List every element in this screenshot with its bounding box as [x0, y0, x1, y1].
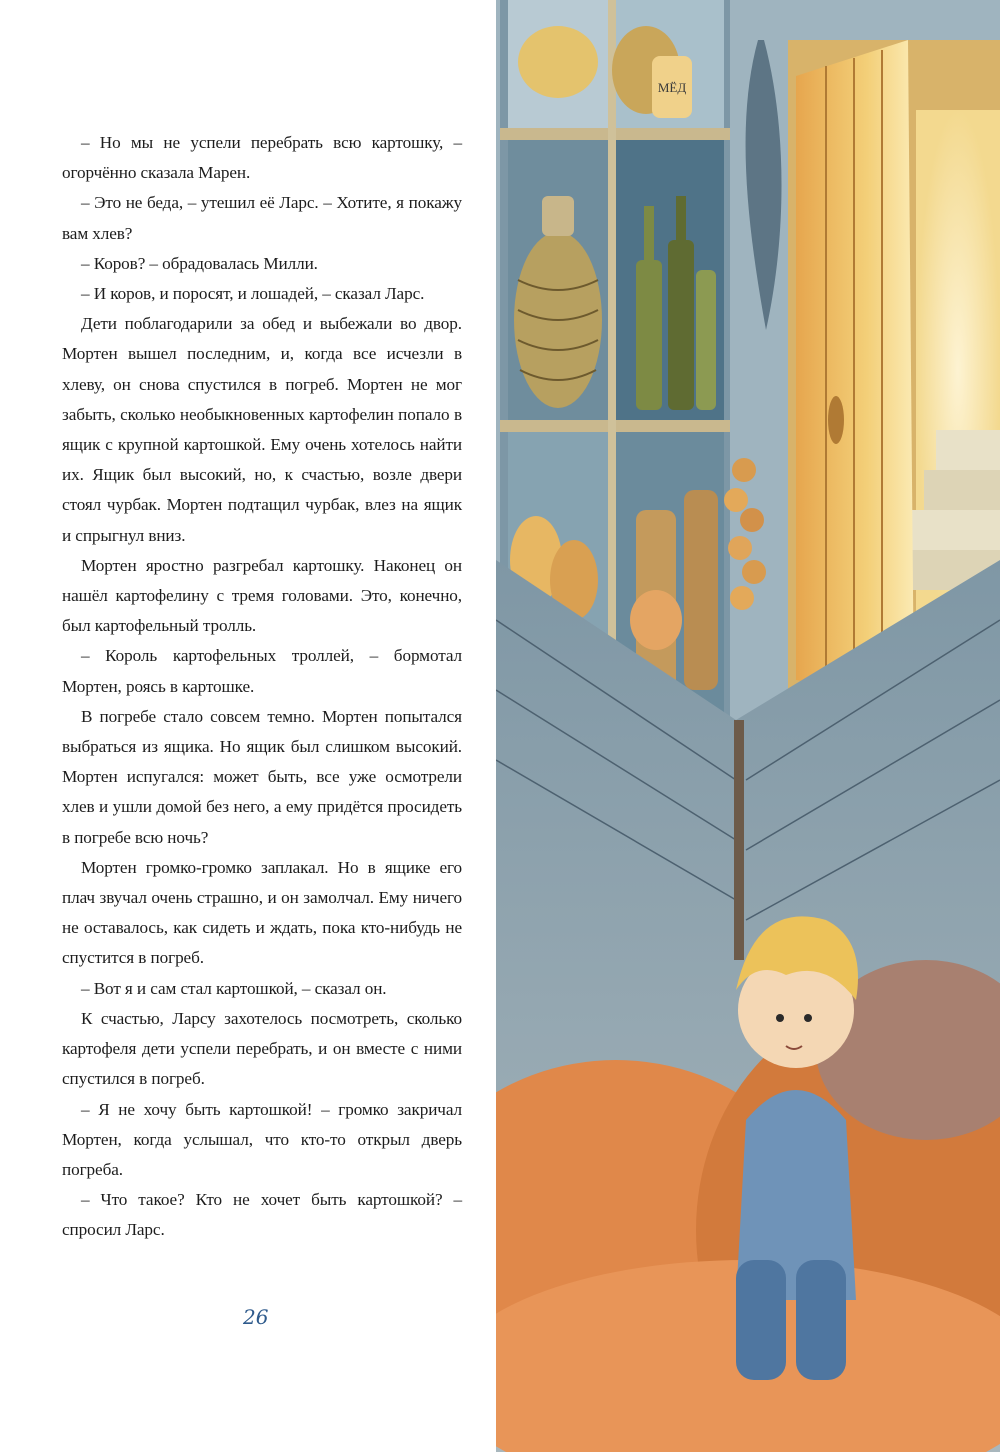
paragraph: – Это не беда, – утешил её Ларс. – Хотите, я покажу вам хлев? — [62, 193, 462, 243]
paragraph: – Но мы не успели перебрать всю картошку, – огорчённо сказала Марен. — [62, 133, 462, 183]
paragraph: В погребе стало совсем темно. Мортен попытался выбраться из ящика. Но ящик был слишком высокий. Мортен испугался: может быть, все уже осмотрели хлев и ушли домой без него, а ему придётся просидеть в погребе всю ночь? — [62, 706, 462, 847]
story-text — [62, 128, 462, 1246]
paragraph: – Коров? – обрадовалась Милли. — [81, 253, 318, 273]
paragraph: Дети поблагодарили за обед и выбежали во двор. Мортен вышел последним, и, когда все исчезли в хлеву, он снова спустился в погреб. Мортен не мог забыть, сколько необыкновенных картофелин попало в ящик с крупной картошкой. Ему очень хотелось найти их. Ящик был высокий, но, к счастью, возле двери стоял чурбак. Мортен подтащил чурбак, влез на ящик и спрыгнул вниз. — [62, 314, 462, 545]
jar-label: МЁД — [657, 80, 687, 95]
paragraph: – Что такое? Кто не хочет быть картошкой? – спросил Ларс. — [62, 1190, 462, 1240]
boy-morten — [736, 916, 858, 1380]
illustration-svg — [496, 0, 1000, 1452]
paragraph: – И коров, и поросят, и лошадей, – сказал Ларс. — [81, 284, 425, 304]
paragraph: – Я не хочу быть картошкой! – громко закричал Мортен, когда услышал, что кто-то открыл дверь погреба. — [62, 1099, 462, 1179]
paragraph: – Король картофельных троллей, – бормотал Мортен, роясь в картошке. — [62, 646, 462, 696]
paragraph: – Вот я и сам стал картошкой, – сказал он. — [81, 978, 387, 998]
paragraph: К счастью, Ларсу захотелось посмотреть, сколько картофеля дети успели перебрать, и он вместе с ними спустился в погреб. — [62, 1008, 462, 1089]
door-handle[interactable] — [828, 396, 844, 444]
paragraph: Мортен громко-громко заплакал. Но в ящике его плач звучал очень страшно, и он замолчал. Ему ничего не оставалось, как сидеть и ждать, пока кто-нибудь не спустится в погреб. — [62, 857, 462, 968]
cellar-illustration — [496, 0, 1000, 1452]
paragraph: Мортен яростно разгребал картошку. Наконец он нашёл картофелину с тремя головами. Это, конечно, был картофельный тролль. — [62, 555, 462, 636]
page-number: 26 — [243, 1305, 269, 1329]
